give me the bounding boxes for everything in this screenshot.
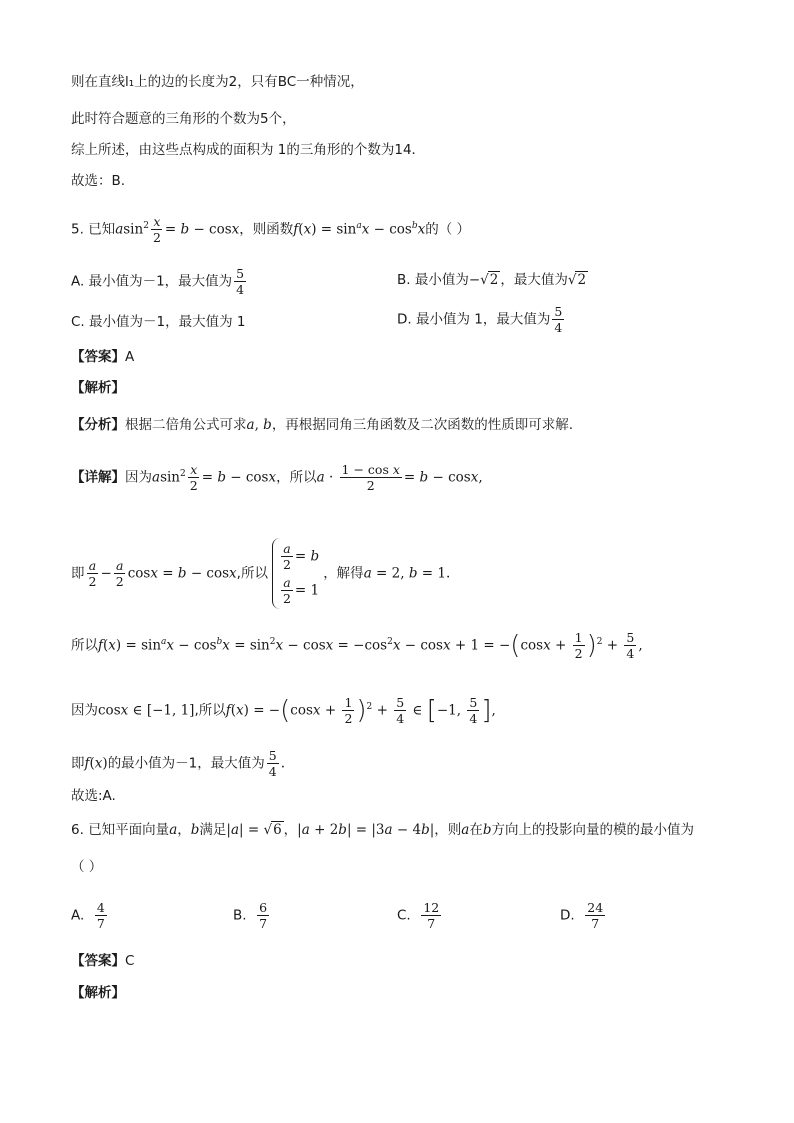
q6-option-b: B. $\frac{6}{7}$ xyxy=(233,900,268,931)
q5-detail: 【详解】因为asin$^2$ $\frac{x}{2}$ = b − cosx，所以a · $\frac{\text{1 − cos x}}{2}$ = b − cosx, xyxy=(71,462,483,493)
q6-option-c: C. $\frac{12}{7}$ xyxy=(397,900,440,931)
q5-final: 故选:A. xyxy=(71,788,116,804)
q6-option-d: D. $\frac{24}{7}$ xyxy=(560,900,604,931)
q6-paren: （ ） xyxy=(71,859,103,875)
q5-step2: 即 $\frac{a}{2}$ − $\frac{a}{2}$ cosx = b − cosx,所以 $\frac{a}{2}$ = b $\frac{a}{2}$ = 1 ，解得a = 2, b = 1. xyxy=(71,538,450,609)
q6-option-a: A. $\frac{4}{7}$ xyxy=(71,900,105,931)
q5-stem: 5. 已知asin$^2$ $\frac{x}{2}$ = b − cosx，则函数$f(x) = \sin^ax - \cos^bx$的（ ） xyxy=(71,214,471,245)
intro-line-2: 此时符合题意的三角形的个数为5个， xyxy=(71,111,296,127)
q5-number: 5. xyxy=(71,221,84,238)
q5-step4: 因为cosx ∈ [−1, 1],所以f(x) = −(cosx + $\frac{1}{2}$ )$^2$ + $\frac{5}{4}$ ∈ [−1, $\frac{5}{4}$ ], xyxy=(71,695,496,726)
q5-step5: 即f(x)的最小值为－1，最大值为 $\frac{5}{4}$ . xyxy=(71,748,286,779)
intro-line-1: 则在直线l₁上的边的长度为2，只有BC一种情况， xyxy=(71,74,364,90)
q6-analysis-label: 【解析】 xyxy=(71,985,125,1001)
q5-option-b: B. 最小值为−√2 ，最大值为√2 xyxy=(397,272,587,288)
q6-stem: 6. 已知平面向量a，b满足|a| = √6 ，|a + 2b| = |3a − 4b|，则a在b方向上的投影向量的模的最小值为 xyxy=(71,822,695,838)
intro-line-3: 综上所述，由这些点构成的面积为 1的三角形的个数为14． xyxy=(71,142,426,158)
q5-analysis-label: 【解析】 xyxy=(71,380,125,396)
q5-option-d: D. 最小值为 1，最大值为 $\frac{5}{4}$ xyxy=(397,304,563,335)
system-brace: $\frac{a}{2}$ = b $\frac{a}{2}$ = 1 xyxy=(272,538,319,609)
q6-number: 6. xyxy=(71,822,84,838)
q5-step3: 所以$f(x) = \sin^ax - \cos^bx = \sin^2x - \cos x = -\cos^2x - \cos x + 1 = -(\cos x$ + $\frac{1}{2}$ )$^2$ + $\frac{5}{4}$ , xyxy=(71,630,643,661)
q5-answer: 【答案】A xyxy=(71,349,135,365)
q6-answer: 【答案】C xyxy=(71,953,135,969)
q5-option-a: A. 最小值为－1，最大值为 $\frac{5}{4}$ xyxy=(71,266,245,297)
q5-option-c: C. 最小值为－1，最大值为 1 xyxy=(71,314,246,330)
q5-fenxi: 【分析】根据二倍角公式可求a, b，再根据同角三角函数及二次函数的性质即可求解. xyxy=(71,417,574,433)
intro-line-4: 故选：B. xyxy=(71,173,126,189)
